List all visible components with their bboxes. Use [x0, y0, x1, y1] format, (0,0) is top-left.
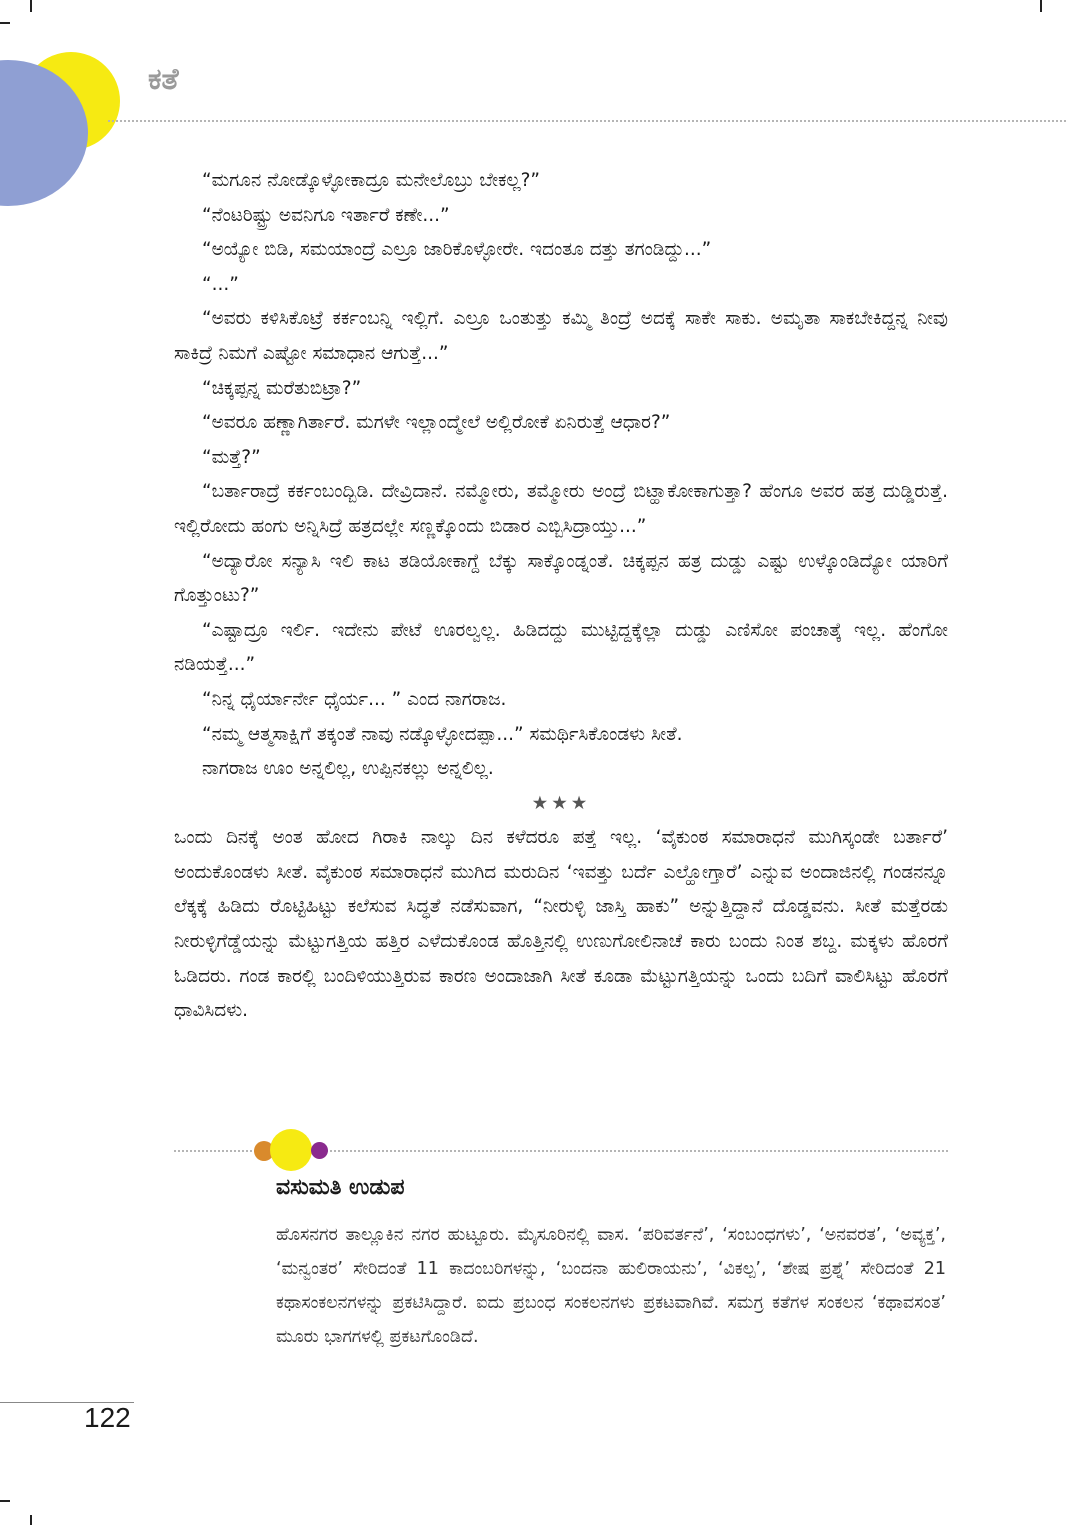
dialogue-line: “ಅವರು ಕಳಿಸಿಕೊಟ್ರೆ ಕರ್ಕಂಬನ್ನಿ ಇಲ್ಲಿಗೆ. ಎಲ್ರೂ ಒಂತುತ್ತು ಕಮ್ಮಿ ತಿಂದ್ರೆ ಅದಕ್ಕೆ ಸಾಕೇ ಸಾಕು. ಅಮೃತಾ ಸಾಕಬೇಕಿದ್ದನ್ನ ನೀವು ಸಾಕಿದ್ರೆ ನಿಮಗೆ ಎಷ್ಟೋ ಸಮಾಧಾನ ಆಗುತ್ತೆ...”: [174, 308, 948, 364]
crop-mark: [0, 22, 10, 24]
dialogue-line: “ಬರ್ತಾರಾದ್ರೆ ಕರ್ಕಂಬಂದ್ಬಿಡಿ. ದೇವ್ರಿದಾನೆ. ನಮ್ಮೋರು, ತಮ್ಮೋರು ಅಂದ್ರೆ ಬಿಟ್ಹಾಕೋಕಾಗುತ್ತಾ? ಹೆಂಗೂ ಅವರ ಹತ್ರ ದುಡ್ಡಿರುತ್ತೆ. ಇಲ್ಲಿರೋದು ಹಂಗು ಅನ್ನಿಸಿದ್ರೆ ಹತ್ರದಲ್ಲೇ ಸಣ್ಣಕ್ಕೊಂದು ಬಿಡಾರ ಎಬ್ಬಿಸಿದ್ರಾಯ್ತು...”: [174, 481, 948, 537]
dialogue-line: “ನೆಂಟರಿಷ್ಟ್ರು ಅವನಿಗೂ ಇರ್ತಾರೆ ಕಣೇ...”: [202, 204, 450, 226]
dialogue-line: “ಅದ್ಯಾರೋ ಸನ್ಯಾಸಿ ಇಲಿ ಕಾಟ ತಡಿಯೋಕಾಗ್ದೆ ಬೆಕ್ಕು ಸಾಕ್ಕೊಂಡ್ನಂತೆ. ಚಿಕ್ಕಪ್ಪನ ಹತ್ರ ದುಡ್ಡು ಎಷ್ಟು ಉಳ್ಕೊಂಡಿದ್ಯೋ ಯಾರಿಗೆ ಗೊತ್ತುಂಟು?”: [174, 550, 948, 607]
author-name: ವಸುಮತಿ ಉಡುಪ: [276, 1175, 405, 1200]
dialogue-line: “ಮತ್ತೆ?”: [202, 446, 261, 468]
dialogue-line: “ಅವರೂ ಹಣ್ಣಾಗಿರ್ತಾರೆ. ಮಗಳೇ ಇಲ್ಲಾಂದ್ಮೇಲೆ ಅಲ್ಲಿರೋಕೆ ಏನಿರುತ್ತೆ ಆಧಾರ?”: [202, 412, 671, 434]
dialogue-line: ನಾಗರಾಜ ಊಂ ಅನ್ನಲಿಲ್ಲ, ಉಪ್ಪಿನಕಲ್ಲು ಅನ್ನಲಿಲ್ಲ.: [202, 758, 494, 780]
bio-purple-dot: [311, 1142, 328, 1159]
crop-mark: [0, 1500, 10, 1502]
section-title: ಕತೆ: [148, 62, 179, 97]
page-number: 122: [84, 1402, 131, 1433]
author-bio-text: ಹೊಸನಗರ ತಾಲ್ಲೂಕಿನ ನಗರ ಹುಟ್ಟೂರು. ಮೈಸೂರಿನಲ್ಲಿ ವಾಸ. ‘ಪರಿವರ್ತನೆ’, ‘ಸಂಬಂಧಗಳು’, ‘ಅನವರತ’, ‘ಅವ್ಯಕ್ತ’, ‘ಮನ್ವಂತರ’ ಸೇರಿದಂತೆ 11 ಕಾದಂಬರಿಗಳನ್ನು, ‘ಬಂದನಾ ಹುಲಿರಾಯನು’, ‘ವಿಕಲ್ಪ’, ‘ಶೇಷ ಪ್ರಶ್ನೆ’ ಸೇರಿದಂತೆ 21 ಕಥಾಸಂಕಲನಗಳನ್ನು ಪ್ರಕಟಿಸಿದ್ದಾರೆ. ಐದು ಪ್ರಬಂಧ ಸಂಕಲನಗಳು ಪ್ರಕಟವಾಗಿವೆ. ಸಮಗ್ರ ಕತೆಗಳ ಸಂಕಲನ ‘ಕಥಾವಸಂತ’ ಮೂರು ಭಾಗಗಳಲ್ಲಿ ಪ್ರಕಟಗೊಂಡಿದೆ.: [276, 1225, 946, 1347]
dialogue-line: “ಅಯ್ಯೋ ಬಿಡಿ, ಸಮಯಾಂದ್ರೆ ಎಲ್ರೂ ಜಾರಿಕೊಳ್ಳೋರೇ. ಇದಂತೂ ದತ್ತು ತಗಂಡಿದ್ದು...”: [202, 239, 712, 261]
dialogue-line: “ನಮ್ಮ ಆತ್ಮಸಾಕ್ಷಿಗೆ ತಕ್ಕಂತೆ ನಾವು ನಡ್ಕೊಳ್ಳೋದಪ್ಪಾ...” ಸಮರ್ಥಿಸಿಕೊಂಡಳು ಸೀತೆ.: [202, 723, 683, 745]
dialogue-line: “...”: [202, 273, 239, 295]
section-separator: ★★★: [531, 792, 591, 814]
dialogue-line: “ನಿನ್ನ ಧೈರ್ಯಾರ್ನೇ ಧೈರ್ಯ... ” ಎಂದ ನಾಗರಾಜ.: [202, 688, 507, 710]
crop-mark: [30, 1515, 32, 1525]
dialogue-line: “ಎಷ್ಟಾದ್ರೂ ಇರ್ಲಿ. ಇದೇನು ಪೇಟೆ ಊರಲ್ವಲ್ಲ. ಹಿಡಿದದ್ದು ಮುಟ್ಟಿದ್ದಕ್ಕೆಲ್ಲಾ ದುಡ್ಡು ಎಣಿಸೋ ಪಂಚಾತ್ಕೆ ಇಲ್ಲ. ಹೆಂಗೋ ನಡಿಯತ್ತೆ...”: [174, 619, 948, 676]
story-body: [174, 164, 948, 1029]
header-dotted-rule: [108, 120, 1066, 122]
bio-yellow-dot: [270, 1129, 312, 1171]
dialogue-line: “ಚಿಕ್ಕಪ್ಪನ್ನ ಮರೆತುಬಿಟ್ರಾ?”: [202, 377, 362, 399]
crop-mark: [30, 0, 32, 12]
crop-mark: [1040, 0, 1042, 12]
narrative-paragraph: ಒಂದು ದಿನಕ್ಕೆ ಅಂತ ಹೋದ ಗಿರಾಕಿ ನಾಲ್ಕು ದಿನ ಕಳೆದರೂ ಪತ್ತೆ ಇಲ್ಲ. ‘ವೈಕುಂಠ ಸಮಾರಾಧನೆ ಮುಗಿಸ್ಕಂಡೇ ಬರ್ತಾರೆ’ ಅಂದುಕೊಂಡಳು ಸೀತೆ. ವೈಕುಂಠ ಸಮಾರಾಧನೆ ಮುಗಿದ ಮರುದಿನ ‘ಇವತ್ತು ಬರ್ದೆ ಎಲ್ಹೋಗ್ತಾರೆ’ ಎನ್ನುವ ಅಂದಾಜಿನಲ್ಲಿ ಗಂಡನನ್ನೂ ಲೆಕ್ಕಕ್ಕೆ ಹಿಡಿದು ರೊಟ್ಟಿಹಿಟ್ಟು ಕಲೆಸುವ ಸಿದ್ಧತೆ ನಡೆಸುವಾಗ, “ನೀರುಳ್ಳಿ ಜಾಸ್ತಿ ಹಾಕು” ಅನ್ನುತ್ತಿದ್ದಾನೆ ದೊಡ್ಡವನು. ಸೀತೆ ಮತ್ತೆರಡು ನೀರುಳ್ಳಿಗೆಡ್ಡೆಯನ್ನು ಮೆಟ್ಟುಗತ್ತಿಯ ಹತ್ತಿರ ಎಳೆದುಕೊಂಡ ಹೊತ್ತಿನಲ್ಲಿ ಉಣುಗೋಲಿನಾಚೆ ಕಾರು ಬಂದು ನಿಂತ ಶಬ್ದ. ಮಕ್ಕಳು ಹೊರಗೆ ಓಡಿದರು. ಗಂಡ ಕಾರಲ್ಲಿ ಬಂದಿಳಿಯುತ್ತಿರುವ ಕಾರಣ ಅಂದಾಜಾಗಿ ಸೀತೆ ಕೂಡಾ ಮೆಟ್ಟುಗತ್ತಿಯನ್ನು ಒಂದು ಬದಿಗೆ ವಾಲಿಸಿಟ್ಟು ಹೊರಗೆ ಧಾವಿಸಿದಳು.: [174, 827, 948, 1022]
dialogue-line: “ಮಗೂನ ನೋಡ್ಕೊಳ್ಳೋಕಾದ್ರೂ ಮನೇಲೊಬ್ರು ಬೇಕಲ್ಲ?”: [202, 170, 540, 191]
